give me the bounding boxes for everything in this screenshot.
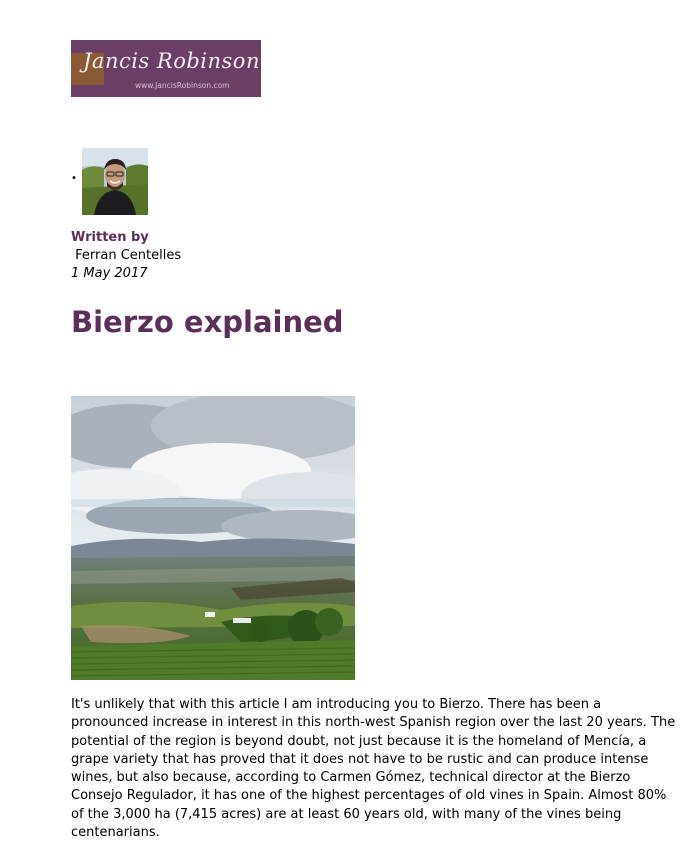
publication-date: 1 May 2017 [71,266,148,281]
hero-landscape-image [71,396,355,680]
site-logo[interactable] [71,40,261,97]
logo-url-text: www.JancisRobinson.com [135,81,230,90]
article-title: Bierzo explained [71,305,344,339]
written-by-label: Written by [71,230,149,245]
author-name-link[interactable]: Ferran Centelles [71,248,182,263]
article-intro-paragraph: It's unlikely that with this article I am introducing you to Bierzo. There has been a pronounced increase in interest in this north-west Spanish region over the last 20 years. The potential of the region is beyond doubt, not just because it is the homeland of Mencía, a grape variety that has proved that it does not have to be rustic and can produce intense wines, but also because, according to Carmen Gómez, technical director at the Bierzo Consejo Regulador, it has one of the highest percentages of old vines in Spain. Almost 80% of the 3,000 ha (7,415 acres) are at least 60 years old, with many of the vines being centenarians. [71,697,676,841]
author-list-bullet: • [71,173,77,184]
logo-wordmark: Jancis Robinson [83,49,260,73]
author-avatar[interactable] [82,148,148,215]
